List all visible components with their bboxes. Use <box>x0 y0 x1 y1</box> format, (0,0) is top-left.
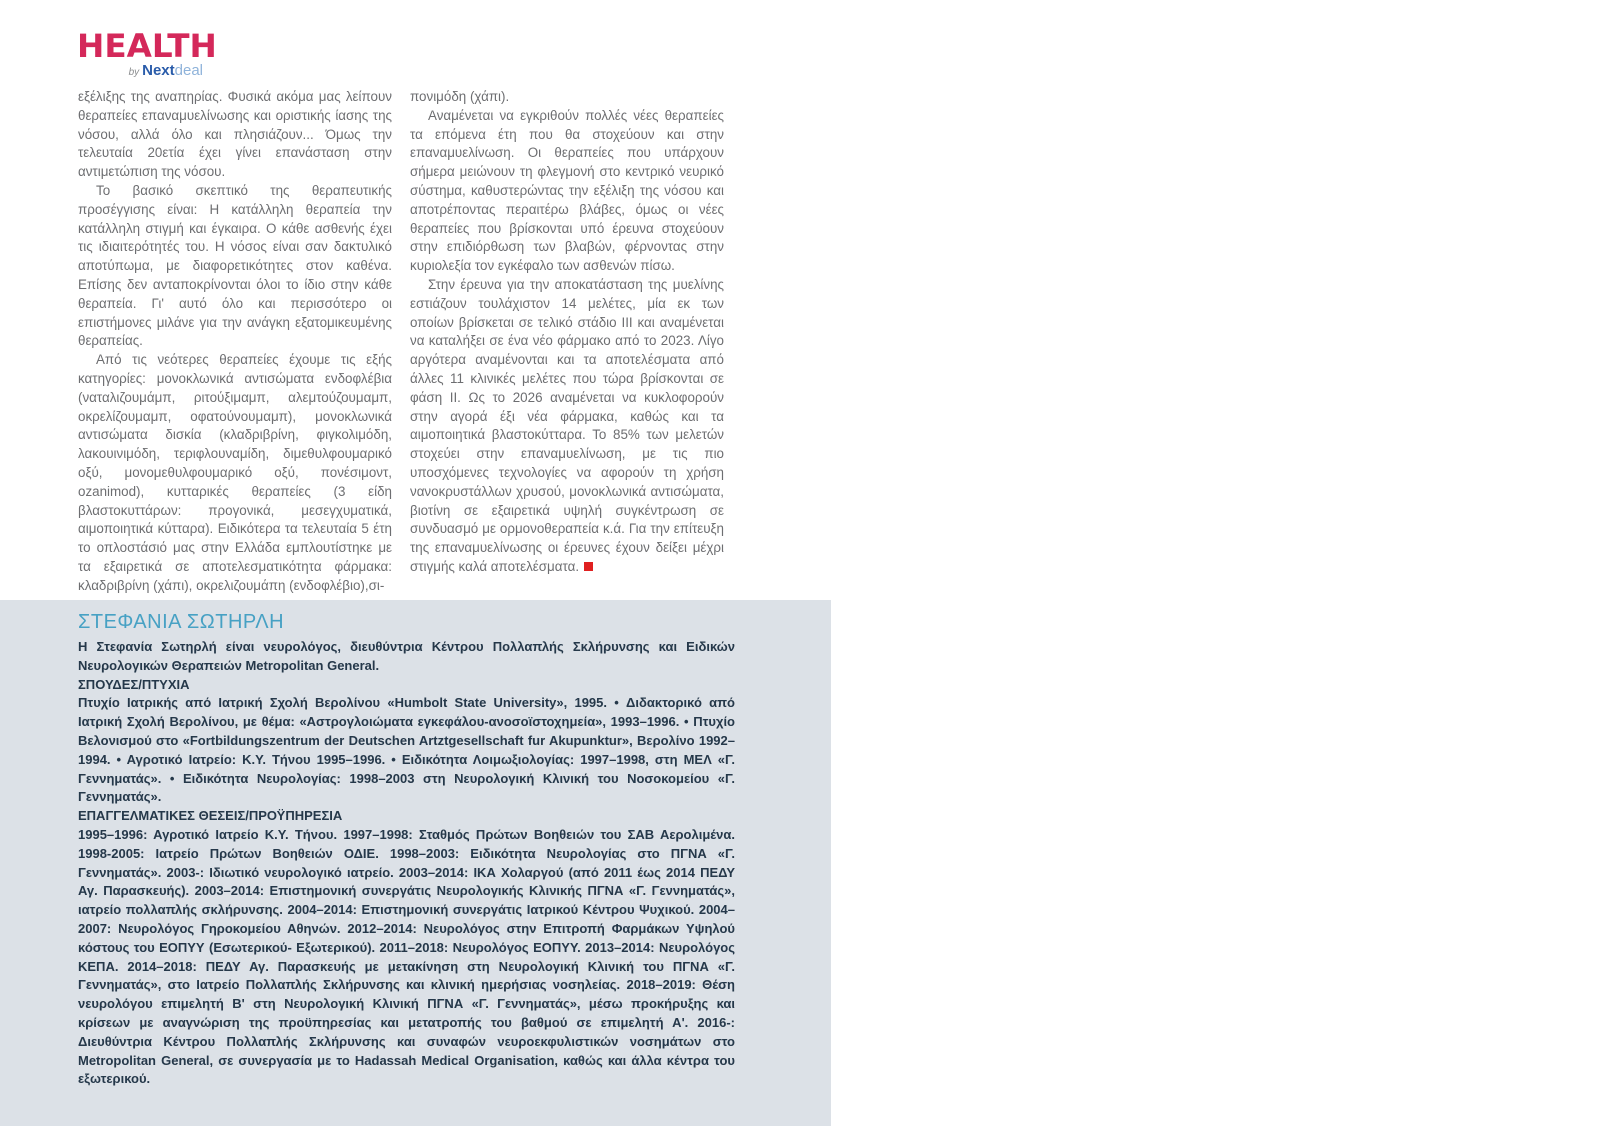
article-end-square-icon <box>584 562 593 571</box>
article-paragraph-last <box>410 276 724 577</box>
logo-byline <box>77 63 203 80</box>
author-bio-panel <box>0 600 831 1126</box>
bio-positions-heading: ΕΠΑΓΓΕΛΜΑΤΙΚΕΣ ΘΕΣΕΙΣ/ΠΡΟΫΠΗΡΕΣΙΑ <box>78 808 343 824</box>
bio-studies-heading: ΣΠΟΥΔΕΣ/ΠΤΥΧΙΑ <box>78 676 190 692</box>
bio-positions-text: 1995–1996: Αγροτικό Ιατρείο Κ.Υ. Τήνου. 1997–1998: Σταθμός Πρώτων Βοηθειών του ΣΑΒ Αερολιμένα. 1998-2005: Ιατρείο Πρώτων Βοηθειών ΟΔΙΕ. 1998–2003: Ειδικότητα Νευρολογίας στο ΠΓΝΑ «Γ. Γεννηματάς». 2003-: Ιδιωτικό νευρολογικό ιατρείο. 2003–2014: ΙΚΑ Χολαργού (από 2011 έως 2014 ΠΕΔΥ Αγ. Παρασκευής). 2003–2014: Επιστημονική συνεργάτις Νευρολογικής Κλινικής ΠΓΝΑ «Γ. Γεννηματάς», ιατρείο πολλαπλής σκλήρυνσης. 2004–2014: Επιστημονική συνεργάτις Ιατρικού Κέντρου Ψυχικού. 2004–2007: Νευρολόγος Γηροκομείου Αθηνών. 2012–2014: Νευρολόγος στην Επιτροπή Φαρμάκων Υψηλού κόστους του ΕΟΠΥΥ (Εσωτερικού- Εξωτερικού). 2011–2018: Νευρολόγος ΕΟΠΥΥ. 2013–2014: Νευρολόγος ΚΕΠΑ. 2014–2018: ΠΕΔΥ Αγ. Παρασκευής με μετακίνηση στη Νευρολογική Κλινική του ΠΓΝΑ «Γ. Γεννηματάς», στο Ιατρείο Πολλαπλής Σκλήρυνσης και κλινική ημερήσιας νοσηλείας. 2018–2019: Θέση νευρολόγου επιμελητή Β' στη Νευρολογική Κλινική ΠΓΝΑ «Γ. Γεννηματάς», μέσω προκήρυξης και κρίσεων με αναγνώριση της προϋπηρεσίας και μετατροπής του βαθμού σε επιμελητή Α'. 2016-: Διευθύντρια Κέντρου Πολλαπλής Σκλήρυνσης και συναφών νευροεκφυλιστικών νοσημάτων στο Metropolitan General, σε συνεργασία με το Hadassah Medical Organisation, καθώς και άλλα κέντρα του εξωτερικού. <box>78 826 735 1087</box>
article-paragraph: Το βασικό σκεπτικό της θεραπευτικής προσέγγισης είναι: Η κατάλληλη θεραπεία την κατάλληλη στιγμή και έγκαιρα. Ο κάθε ασθενής έχει τις ιδιαιτερότητές του. Η νόσος είναι σαν δακτυλικό αποτύπωμα, με διαφορετικότητες στον καθένα. Επίσης δεν ανταποκρίνονται όλοι το ίδιο στην κάθε θεραπεία. Γι' αυτό όλο και περισσότερο οι επιστήμονες μιλάνε για την ανάγκη εξατομικευμένης θεραπείας. <box>78 182 392 349</box>
article-paragraph: Από τις νεότερες θεραπείες έχουμε τις εξής κατηγορίες: μονοκλωνικά αντισώματα ενδοφλέβια (ναταλιζουμάμπ, ριτούξιμαμπ, αλεμτούζουμαμπ, οκρελίζουμαμπ, οφατούνουμαμπ), μονοκλωνικά αντισώματα δισκία (κλαδριβρίνη, φιγκολιμόδη, λακουινιμόδη, τεριφλουναμίδη, διμεθυλφουμαρικό οξύ, μονομεθυλφουμαρικό οξύ, πονέσιμοντ, ozanimod), κυτταρικές θεραπείες (3 είδη βλαστοκυττάρων: προγονικά, μεσεγχυματικά, αιμοποιητικά κύτταρα). Ειδικότερα τα τελευταία 5 έτη το οπλοστάσιό μας στην Ελλάδα εμπλουτίστηκε με τα εξαιρετικά σε αποτελεσματικότητα φάρμακα: κλαδριβρίνη (χάπι), οκρελιζουμάπη (ενδοφλέβιο),σι- <box>78 352 392 593</box>
article-paragraph: πονιμόδη (χάπι). <box>410 89 510 104</box>
logo-by-text: by <box>128 67 140 78</box>
logo-deal-text: deal <box>174 62 203 79</box>
logo-next-text: Next <box>142 62 175 79</box>
article-body <box>78 88 724 596</box>
article-paragraph: εξέλιξης της αναπηρίας. Φυσικά ακόμα μας λείπουν θεραπείες επαναμυελίνωσης και οριστικής ίασης της νόσου, αλλά όλο και πλησιάζουν... Όμως την τελευταία 20ετία έχει γίνει επανάσταση στην αντιμετώπιση της νόσου. <box>78 89 392 180</box>
article-paragraph: Αναμένεται να εγκριθούν πολλές νέες θεραπείες τα επόμενα έτη που θα στοχεύουν και στην επαναμυελίνωση. Οι θεραπείες που υπάρχουν σήμερα μειώνουν τη φλεγμονή στο κεντρικό νευρικό σύστημα, καθυστερώντας την εξέλιξη της νόσου και αποτρέποντας περαιτέρω βλάβες, όμως οι νέες θεραπείες που βρίσκονται υπό έρευνα στοχεύουν στην επιδιόρθωση των βλαβών, φέρνοντας στην κυριολεξία τον εγκέφαλο των ασθενών πίσω. <box>410 107 724 274</box>
article-paragraph-text: Στην έρευνα για την αποκατάσταση της μυελίνης εστιάζουν τουλάχιστον 14 μελέτες, μία εκ των οποίων βρίσκεται σε τελικό στάδιο ΙΙΙ και αναμένεται να καταλήξει σε ένα νέο φάρμακο από το 2023. Λίγο αργότερα αναμένονται και τα αποτελέσματα από άλλες 11 κλινικές μελέτες που τώρα βρίσκονται σε φάση ΙΙ. Ως το 2026 αναμένεται να κυκλοφορούν στην αγορά έξι νέα φάρμακα, καθώς και τα αιμοποιητικά βλαστοκύτταρα. Το 85% των μελετών στοχεύει στην επαναμυελίνωση, με τις πιο υποσχόμενες τεχνολογίες να αφορούν τη χρήση νανοκρυστάλλων χρυσού, μονοκλωνικά αντισώματα, βιοτίνη σε εξαιρετικά υψηλή συγκέντρωση σε συνδυασμό με ορμονοθεραπεία κ.ά. Για την επίτευξη της επαναμυελίνωσης οι έρευνες έχουν δείξει μέχρι στιγμής καλά αποτελέσματα. <box>410 276 724 574</box>
author-name-heading: ΣΤΕΦΑΝΙΑ ΣΩΤΗΡΛΗ <box>78 611 285 633</box>
bio-intro: Η Στεφανία Σωτηρλή είναι νευρολόγος, διευθύντρια Κέντρου Πολλαπλής Σκλήρυνσης και Ειδικών Νευρολογικών Θεραπειών Metropolitan General. <box>78 639 735 673</box>
article-column-2 <box>410 88 724 596</box>
article-column-1 <box>78 88 392 596</box>
health-nextdeal-logo <box>77 27 217 80</box>
health-logo-wordmark: HEALTH <box>77 27 217 65</box>
bio-studies-text: Πτυχίο Ιατρικής από Ιατρική Σχολή Βερολίνου «Humbolt State University», 1995. • Διδακτορικό από Ιατρική Σχολή Βερολίνου, με θέμα: «Αστρογλοιώματα εγκεφάλου-ανοσοϊστοχημεία», 1993–1996. • Πτυχίο Βελονισμού στο «Fortbildungszentrum der Deutschen Artztgesellschaft fur Akupunktur», Βερολίνο 1992–1994. • Αγροτικό Ιατρείο: Κ.Υ. Τήνου 1995–1996. • Ειδικότητα Λοιμωξιολογίας: 1997–1998, στη ΜΕΛ «Γ. Γεννηματάς». • Ειδικότητα Νευρολογίας: 1998–2003 στη Νευρολογική Κλινική του Νοσοκομείου «Γ. Γεννηματάς». <box>78 695 735 805</box>
